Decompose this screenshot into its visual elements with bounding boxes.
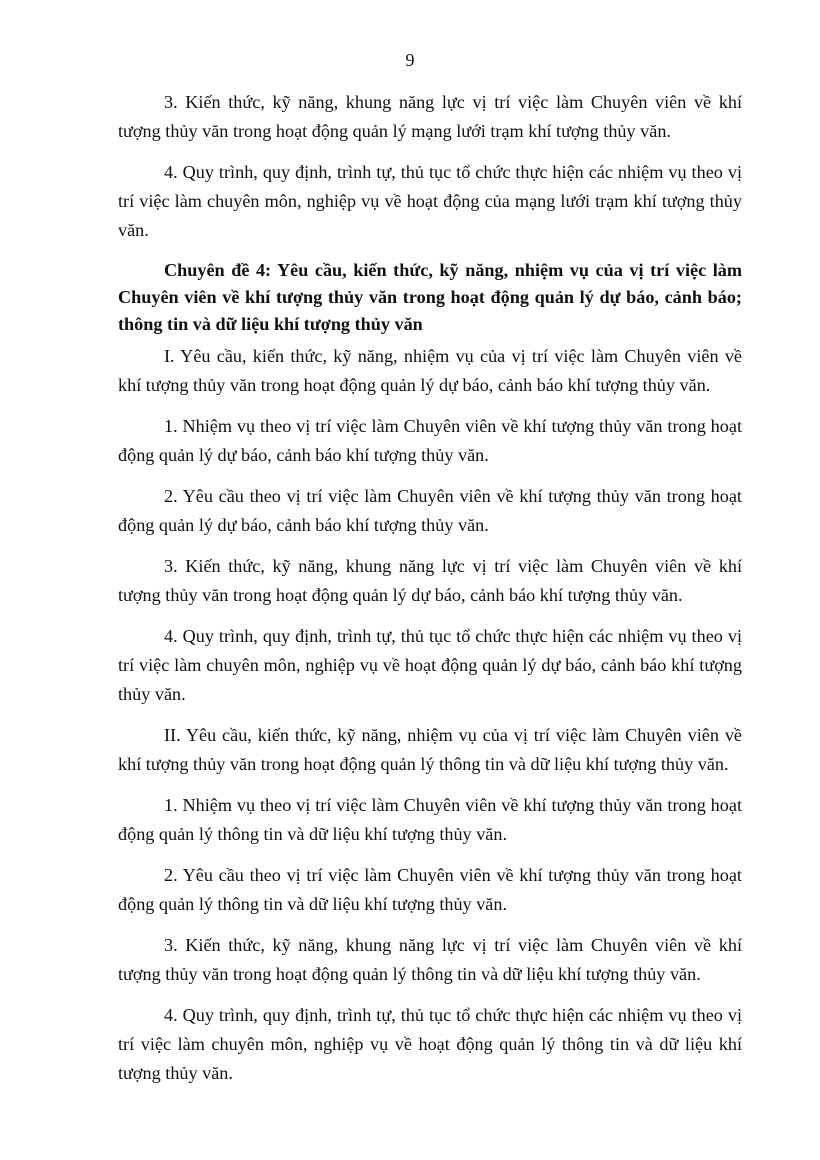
paragraph-muc-ii: II. Yêu cầu, kiến thức, kỹ năng, nhiệm vụ của vị trí việc làm Chuyên viên về khí tượng thủy văn trong hoạt động quản lý thông tin và dữ liệu khí tượng thủy văn. (118, 725, 742, 774)
paragraph-ii-1-nhiem-vu: 1. Nhiệm vụ theo vị trí việc làm Chuyên viên về khí tượng thủy văn trong hoạt động quản lý thông tin và dữ liệu khí tượng thủy văn. (118, 795, 742, 844)
paragraph-ii-3-kien-thuc: 3. Kiến thức, kỹ năng, khung năng lực vị trí việc làm Chuyên viên về khí tượng thủy văn trong hoạt động quản lý thông tin và dữ liệu khí tượng thủy văn. (118, 935, 742, 984)
paragraph-kien-thuc-mang-luoi: 3. Kiến thức, kỹ năng, khung năng lực vị trí việc làm Chuyên viên về khí tượng thủy văn trong hoạt động quản lý mạng lưới trạm khí tượng thủy văn. (118, 92, 742, 141)
paragraph-i-1-nhiem-vu: 1. Nhiệm vụ theo vị trí việc làm Chuyên viên về khí tượng thủy văn trong hoạt động quản lý dự báo, cảnh báo khí tượng thủy văn. (118, 416, 742, 465)
section-heading-chuyen-de-4: Chuyên đề 4: Yêu cầu, kiến thức, kỹ năng, nhiệm vụ của vị trí việc làm Chuyên viên về khí tượng thủy văn trong hoạt động quản lý dự báo, cảnh báo; thông tin và dữ liệu khí tượng thủy văn (118, 260, 742, 334)
paragraph-quy-trinh-mang-luoi: 4. Quy trình, quy định, trình tự, thủ tục tổ chức thực hiện các nhiệm vụ theo vị trí việc làm chuyên môn, nghiệp vụ về hoạt động của mạng lưới trạm khí tượng thủy văn. (118, 162, 742, 240)
paragraph-i-2-yeu-cau: 2. Yêu cầu theo vị trí việc làm Chuyên viên về khí tượng thủy văn trong hoạt động quản lý dự báo, cảnh báo khí tượng thủy văn. (118, 486, 742, 535)
paragraph-muc-i: I. Yêu cầu, kiến thức, kỹ năng, nhiệm vụ của vị trí việc làm Chuyên viên về khí tượng thủy văn trong hoạt động quản lý dự báo, cảnh báo khí tượng thủy văn. (118, 346, 742, 395)
paragraph-ii-2-yeu-cau: 2. Yêu cầu theo vị trí việc làm Chuyên viên về khí tượng thủy văn trong hoạt động quản lý thông tin và dữ liệu khí tượng thủy văn. (118, 865, 742, 914)
paragraph-i-4-quy-trinh: 4. Quy trình, quy định, trình tự, thủ tục tổ chức thực hiện các nhiệm vụ theo vị trí việc làm chuyên môn, nghiệp vụ về hoạt động quản lý dự báo, cảnh báo khí tượng thủy văn. (118, 626, 742, 704)
document-body (118, 88, 742, 1100)
page-number: 9 (405, 50, 415, 70)
paragraph-ii-4-quy-trinh: 4. Quy trình, quy định, trình tự, thủ tục tổ chức thực hiện các nhiệm vụ theo vị trí việc làm chuyên môn, nghiệp vụ về hoạt động quản lý thông tin và dữ liệu khí tượng thủy văn. (118, 1005, 742, 1083)
paragraph-i-3-kien-thuc: 3. Kiến thức, kỹ năng, khung năng lực vị trí việc làm Chuyên viên về khí tượng thủy văn trong hoạt động quản lý dự báo, cảnh báo khí tượng thủy văn. (118, 556, 742, 605)
